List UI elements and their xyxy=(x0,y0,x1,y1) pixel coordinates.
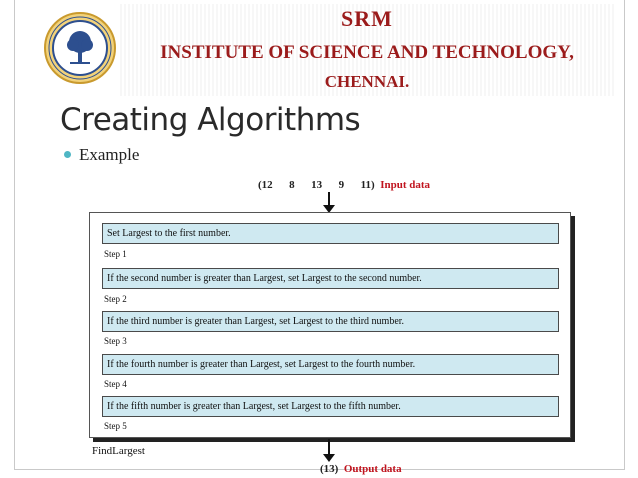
function-name: FindLargest xyxy=(92,445,145,457)
input-data-label: Input data xyxy=(380,179,431,191)
step-2-text: If the second number is greater than Largest, set Largest to the second number. xyxy=(107,273,422,284)
frame-top-line xyxy=(14,0,15,470)
institute-city: CHENNAI. xyxy=(324,72,410,91)
bullet-text: Example xyxy=(79,145,140,164)
input-numbers: (12 8 13 9 11) xyxy=(258,179,375,191)
output-arrow-icon xyxy=(322,439,336,463)
bullet-item xyxy=(64,145,139,165)
algorithm-box xyxy=(89,212,571,438)
step-1-box xyxy=(102,223,559,244)
institute-name-full: INSTITUTE OF SCIENCE AND TECHNOLOGY, xyxy=(160,42,574,63)
step-4-box xyxy=(102,354,559,375)
frame-right-line xyxy=(624,0,625,470)
output-number: (13) xyxy=(320,463,339,475)
step-2-box xyxy=(102,268,559,289)
step-3-box xyxy=(102,311,559,332)
output-values xyxy=(320,463,402,475)
output-data-label: Output data xyxy=(343,463,402,475)
step-3-text: If the third number is greater than Largest, set Largest to the third number. xyxy=(107,316,405,327)
input-values xyxy=(258,179,430,191)
step-5-box xyxy=(102,396,559,417)
institute-name-srm: SRM xyxy=(341,6,393,31)
step-4-text: If the fourth number is greater than Largest, set Largest to the fourth number. xyxy=(107,359,416,370)
slide-title: Creating Algorithms xyxy=(60,102,361,138)
bullet-dot-icon xyxy=(64,151,71,158)
srm-emblem-icon xyxy=(44,12,116,84)
step-2-label: Step 2 xyxy=(104,294,127,304)
input-arrow-icon xyxy=(322,192,336,214)
step-4-label: Step 4 xyxy=(104,379,127,389)
step-1-label: Step 1 xyxy=(104,249,127,259)
step-5-label: Step 5 xyxy=(104,421,127,431)
step-3-label: Step 3 xyxy=(104,336,127,346)
step-1-text: Set Largest to the first number. xyxy=(107,228,231,239)
step-5-text: If the fifth number is greater than Largest, set Largest to the fifth number. xyxy=(107,401,401,412)
